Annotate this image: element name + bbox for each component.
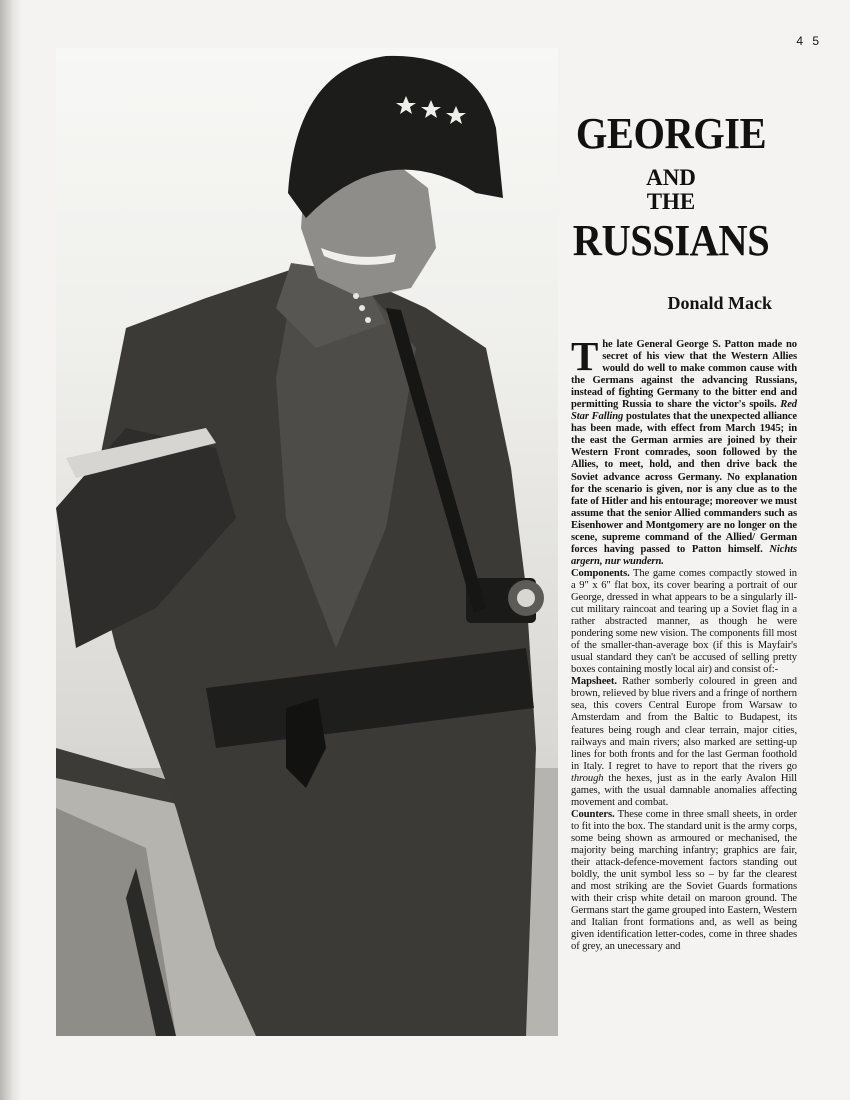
photo-camera-lens-glass <box>517 589 535 607</box>
intro-text-1: he late General George S. Patton made no secret of his view that the Western Allies would do well to make common cause with the Germans against the advancing Russians, instead of fighting Germany to the bitter end and permitting Russia to share the victor's spoils. <box>571 339 797 411</box>
title-line-georgie: GEORGIE <box>575 109 767 158</box>
mapsheet-heading: Mapsheet. <box>571 676 617 688</box>
section-components <box>571 568 797 676</box>
photo-illustration <box>56 48 558 1036</box>
collar-star-icon <box>359 305 365 311</box>
section-counters <box>571 809 797 954</box>
title-line-the: THE <box>646 189 696 215</box>
collar-star-icon <box>365 317 371 323</box>
components-heading: Components. <box>571 567 630 579</box>
counters-heading: Counters. <box>571 808 615 820</box>
intro-tagline: Nichts argern, nur wundern. <box>571 543 797 567</box>
counters-text: These come in three small sheets, in order to fit into the box. The standard unit is the army corps, some being shown as armoured or mechanised, the majority being marching infantry; graphics are fair, their attack-defence-movement factors standing out boldly, the unit symbol less so – by far the clearest and most striking are the Soviet Guards formations with their crisp white detail on maroon ground. The Germans start the game grouped into Eastern, Western and Italian front formations and, as well as being given identification letter-codes, come in three shades of grey, an unecessary and <box>571 808 797 953</box>
mapsheet-text-2: the hexes, just as in the early Avalon Hill games, with the usual damnable anomalies affecting movement and combat. <box>571 772 797 808</box>
section-mapsheet <box>571 676 797 809</box>
mapsheet-text-1: Rather somberly coloured in green and brown, relieved by blue rivers and a fringe of northern sea, this covers Central Europe from Warsaw to Amsterdam and from the Baltic to Budapest, its features being rough and clear terrain, major cities, railways and main rivers; also marked are setting-up lines for both fronts and for the last German foothold in Italy. I regret to have to report that the rivers go <box>571 676 797 772</box>
page-number: 4 5 <box>796 34 822 48</box>
mapsheet-emphasis: through <box>571 772 604 784</box>
components-text: The game comes compactly stowed in a 9" x 6" flat box, its cover bearing a portrait of our George, dressed in what appears to be a singularly ill-cut military raincoat and tearing up a Soviet flag in a rather abstracted manner, as though he were pondering some new vision. The components fill most of the smaller-than-average box (if this is Mayfair's usual standard they can't be accused of selling pretty boxes containing mostly local air) and consist of:- <box>571 567 797 676</box>
title-line-and: AND <box>646 165 696 190</box>
collar-star-icon <box>353 293 359 299</box>
drop-cap: T <box>571 333 599 379</box>
author-byline: Donald Mack <box>667 293 772 313</box>
article-title <box>540 109 802 265</box>
article-intro <box>571 333 797 568</box>
intro-text-2: postulates that the unexpected alliance has been made, with effect from March 1945; in the east the German armies are joined by their Western Front comrades, soon followed by the Allies, to meet, hold, and then drive back the Soviet advance across Germany. No explanation for the scenario is given, nor is any clue as to the fate of Hitler and his entourage; moreover we must assume that the senior Allied commanders such as Eisenhower and Montgomery are no longer on the scene, supreme command of the Allied/ German forces having passed to Patton himself. <box>571 411 797 555</box>
general-portrait-photo <box>56 48 558 1036</box>
title-line-russians: RUSSIANS <box>572 215 770 265</box>
article-body <box>571 333 797 953</box>
game-title: Red Star Falling <box>571 399 797 423</box>
page-gutter-shadow <box>0 0 22 1100</box>
